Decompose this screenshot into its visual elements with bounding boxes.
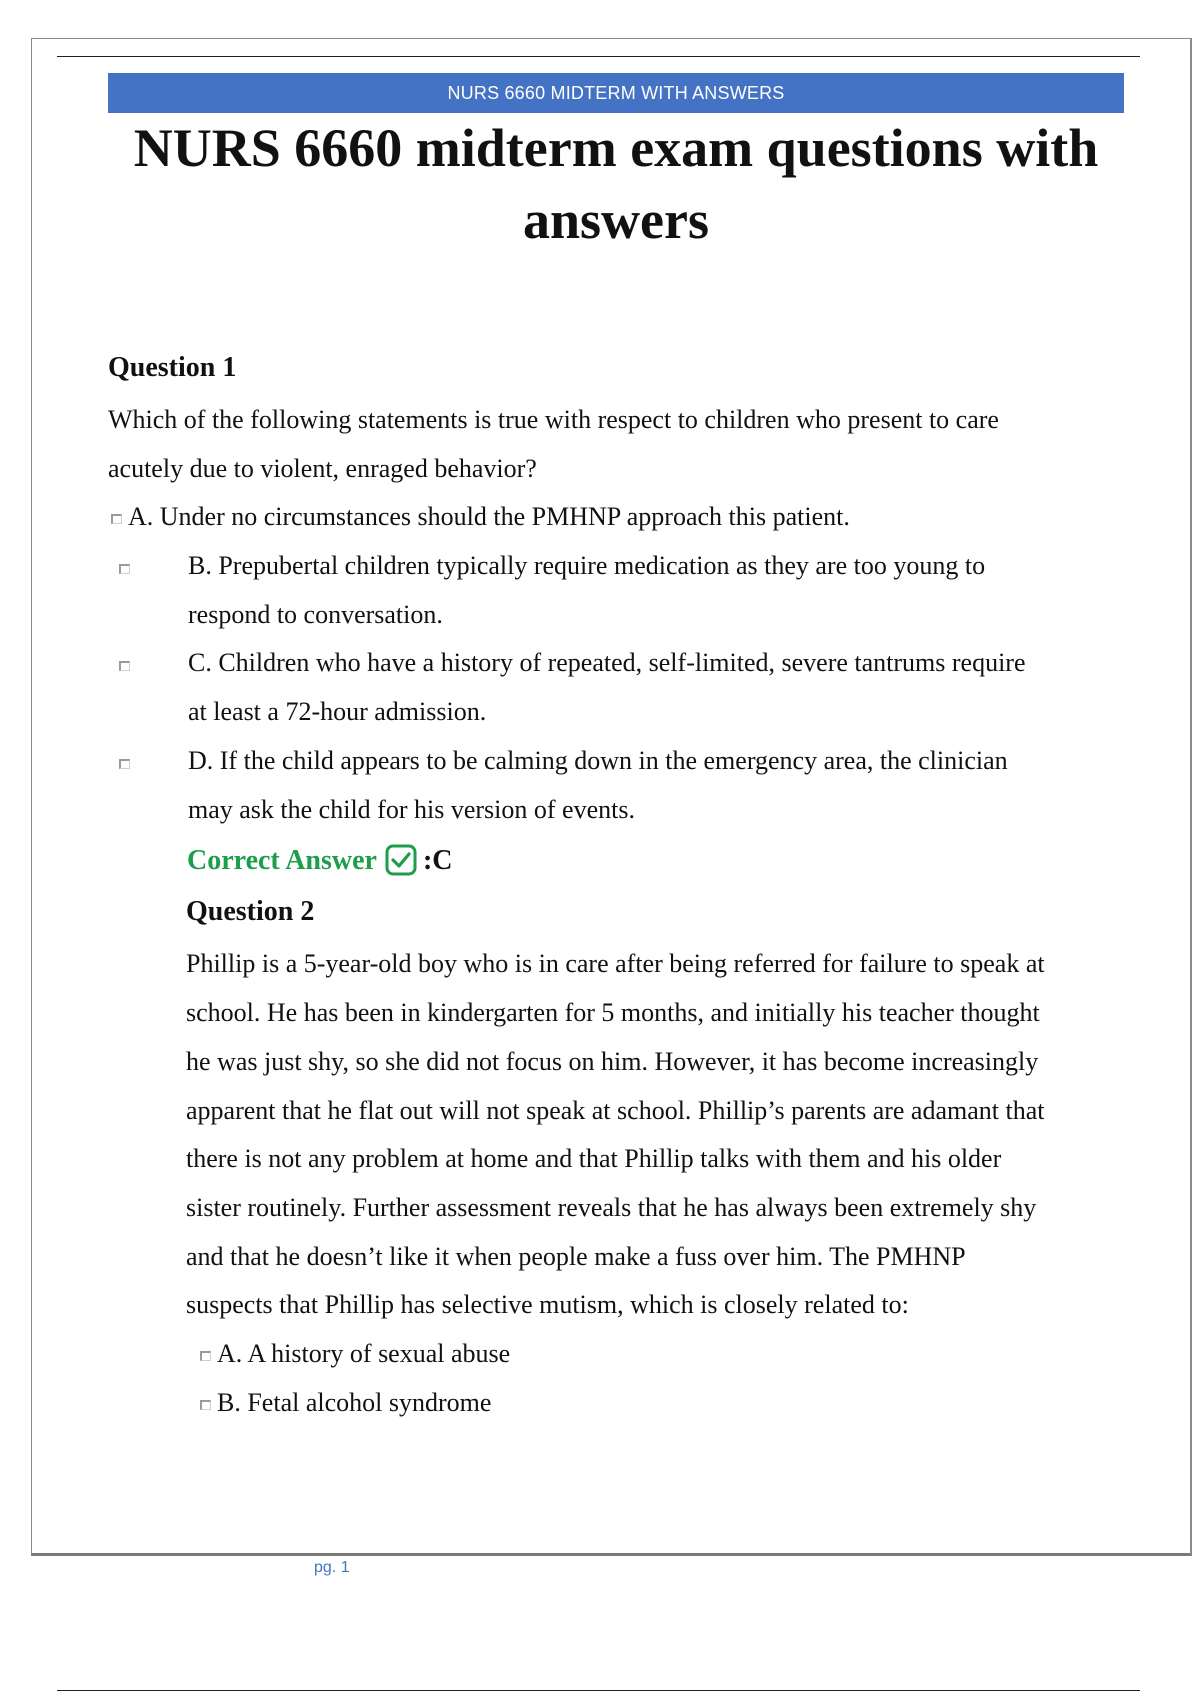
question-2-text-line-2: school. He has been in kindergarten for 5 months, and initially his teacher thought (186, 998, 1040, 1027)
checkbox-icon[interactable] (119, 759, 130, 769)
correct-answer-label: Correct Answer (187, 845, 377, 876)
correct-answer-value: :C (422, 845, 453, 876)
option-c-label-line-2: at least a 72-hour admission. (188, 697, 487, 726)
option-d-label-line-2: may ask the child for his version of events. (188, 795, 635, 824)
bottom-rule (57, 1690, 1140, 1691)
checkbox-icon[interactable] (111, 514, 122, 524)
option-d-label-line-1: D. If the child appears to be calming down in the emergency area, the clinician (188, 746, 1008, 775)
option-b-label: B. Fetal alcohol syndrome (217, 1388, 492, 1417)
question-2-text-line-6: sister routinely. Further assessment reveals that he has always been extremely shy (186, 1193, 1037, 1222)
question-1-text-line-1: Which of the following statements is true with respect to children who present to care (108, 405, 999, 434)
question-2-text-line-1: Phillip is a 5-year-old boy who is in care after being referred for failure to speak at (186, 949, 1045, 978)
question-2-text-line-5: there is not any problem at home and that Phillip talks with them and his older (186, 1144, 1002, 1173)
question-2-text-line-4: apparent that he flat out will not speak at school. Phillip’s parents are adamant that (186, 1096, 1045, 1125)
checkbox-icon[interactable] (119, 564, 130, 574)
question-2-heading: Question 2 (186, 896, 315, 927)
option-a-label: A. Under no circumstances should the PMHNP approach this patient. (128, 502, 850, 531)
option-c-label-line-1: C. Children who have a history of repeated, self-limited, severe tantrums require (188, 648, 1026, 677)
document-title: NURS 6660 midterm exam questions with answers (133, 118, 1099, 250)
header-banner: NURS 6660 MIDTERM WITH ANSWERS (108, 73, 1124, 113)
checkbox-icon[interactable] (200, 1351, 211, 1361)
checkbox-icon[interactable] (200, 1400, 211, 1410)
question-1-heading: Question 1 (108, 352, 237, 383)
option-a-label: A. A history of sexual abuse (217, 1339, 511, 1368)
checkbox-icon[interactable] (119, 661, 130, 671)
option-b-label-line-2: respond to conversation. (188, 600, 443, 629)
check-box-icon (385, 844, 417, 876)
question-2-text-line-7: and that he doesn’t like it when people make a fuss over him. The PMHNP (186, 1242, 966, 1271)
question-2-text-line-3: he was just shy, so she did not focus on him. However, it has become increasingly (186, 1047, 1039, 1076)
top-rule (57, 56, 1140, 57)
correct-answer (187, 839, 453, 883)
page-number: pg. 1 (314, 1559, 350, 1576)
option-b-label-line-1: B. Prepubertal children typically require medication as they are too young to (188, 551, 986, 580)
question-1-text-line-2: acutely due to violent, enraged behavior? (108, 454, 537, 483)
question-2-text-line-8: suspects that Phillip has selective mutism, which is closely related to: (186, 1290, 909, 1319)
